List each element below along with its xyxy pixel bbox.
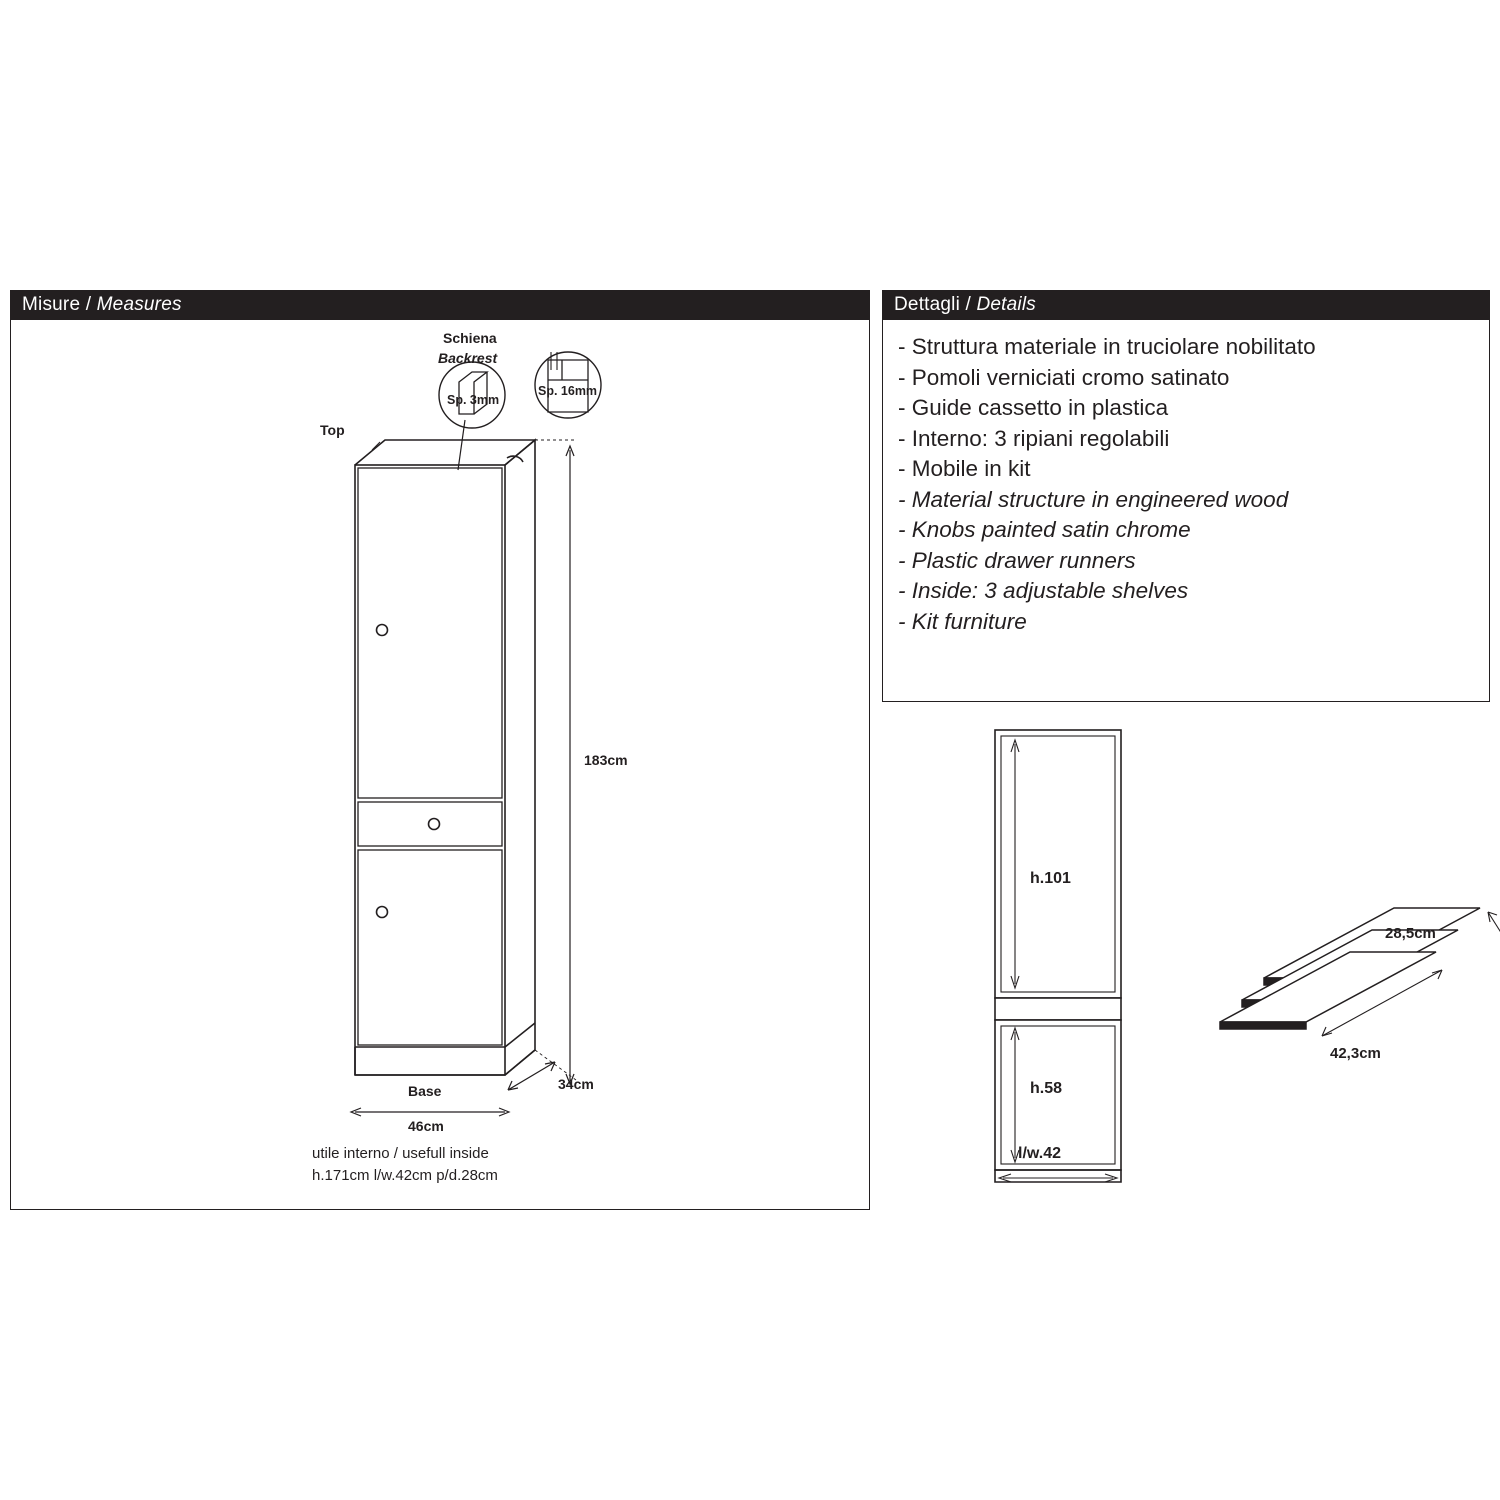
inside-values: h.171cm l/w.42cm p/d.28cm <box>312 1167 498 1184</box>
details-item: - Guide cassetto in plastica <box>898 395 1169 420</box>
details-list <box>898 332 1488 637</box>
upper-height-label: h.101 <box>1030 870 1071 887</box>
backrest-label-en: Backrest <box>438 350 498 366</box>
inner-width-label: l/w.42 <box>1018 1145 1061 1162</box>
details-item: - Mobile in kit <box>898 456 1031 481</box>
backrest-label-it: Schiena <box>443 330 497 346</box>
details-item: - Interno: 3 ripiani regolabili <box>898 425 1170 451</box>
details-header-it: Dettagli / <box>894 294 971 315</box>
details-item: - Inside: 3 adjustable shelves <box>898 578 1189 603</box>
shelf-width-label: 42,3cm <box>1330 1045 1381 1062</box>
height-dimension: 183cm <box>584 752 628 768</box>
panel-thickness-label: Sp. 16mm <box>538 384 598 398</box>
spec-sheet <box>10 290 1490 1210</box>
inside-title-en: usefull inside <box>402 1145 489 1162</box>
width-dimension: 46cm <box>408 1118 444 1134</box>
inside-title <box>312 1145 489 1162</box>
base-label: Base <box>408 1083 442 1099</box>
details-header-en: Details <box>976 294 1036 315</box>
top-label: Top <box>320 422 345 438</box>
details-header <box>882 290 1490 320</box>
details-item: - Pomoli verniciati cromo satinato <box>898 364 1230 390</box>
measures-header-it: Misure / <box>22 294 92 315</box>
details-item: - Kit furniture <box>898 608 1027 634</box>
shelf-depth-label: 28,5cm <box>1385 925 1436 942</box>
details-item: - Struttura materiale in truciolare nobilitato <box>898 334 1316 359</box>
measures-header-en: Measures <box>96 294 182 315</box>
cabinet-drawing <box>10 290 870 1180</box>
shelves-drawing <box>1150 890 1500 1150</box>
inside-title-it: utile interno / <box>312 1145 398 1162</box>
details-item: - Plastic drawer runners <box>898 547 1136 573</box>
backrest-thickness-label: Sp. 3mm <box>447 393 500 407</box>
depth-dimension: 34cm <box>558 1076 594 1092</box>
lower-height-label: h.58 <box>1030 1080 1063 1097</box>
details-item: - Knobs painted satin chrome <box>898 517 1191 542</box>
details-item: - Material structure in engineered wood <box>898 486 1289 512</box>
